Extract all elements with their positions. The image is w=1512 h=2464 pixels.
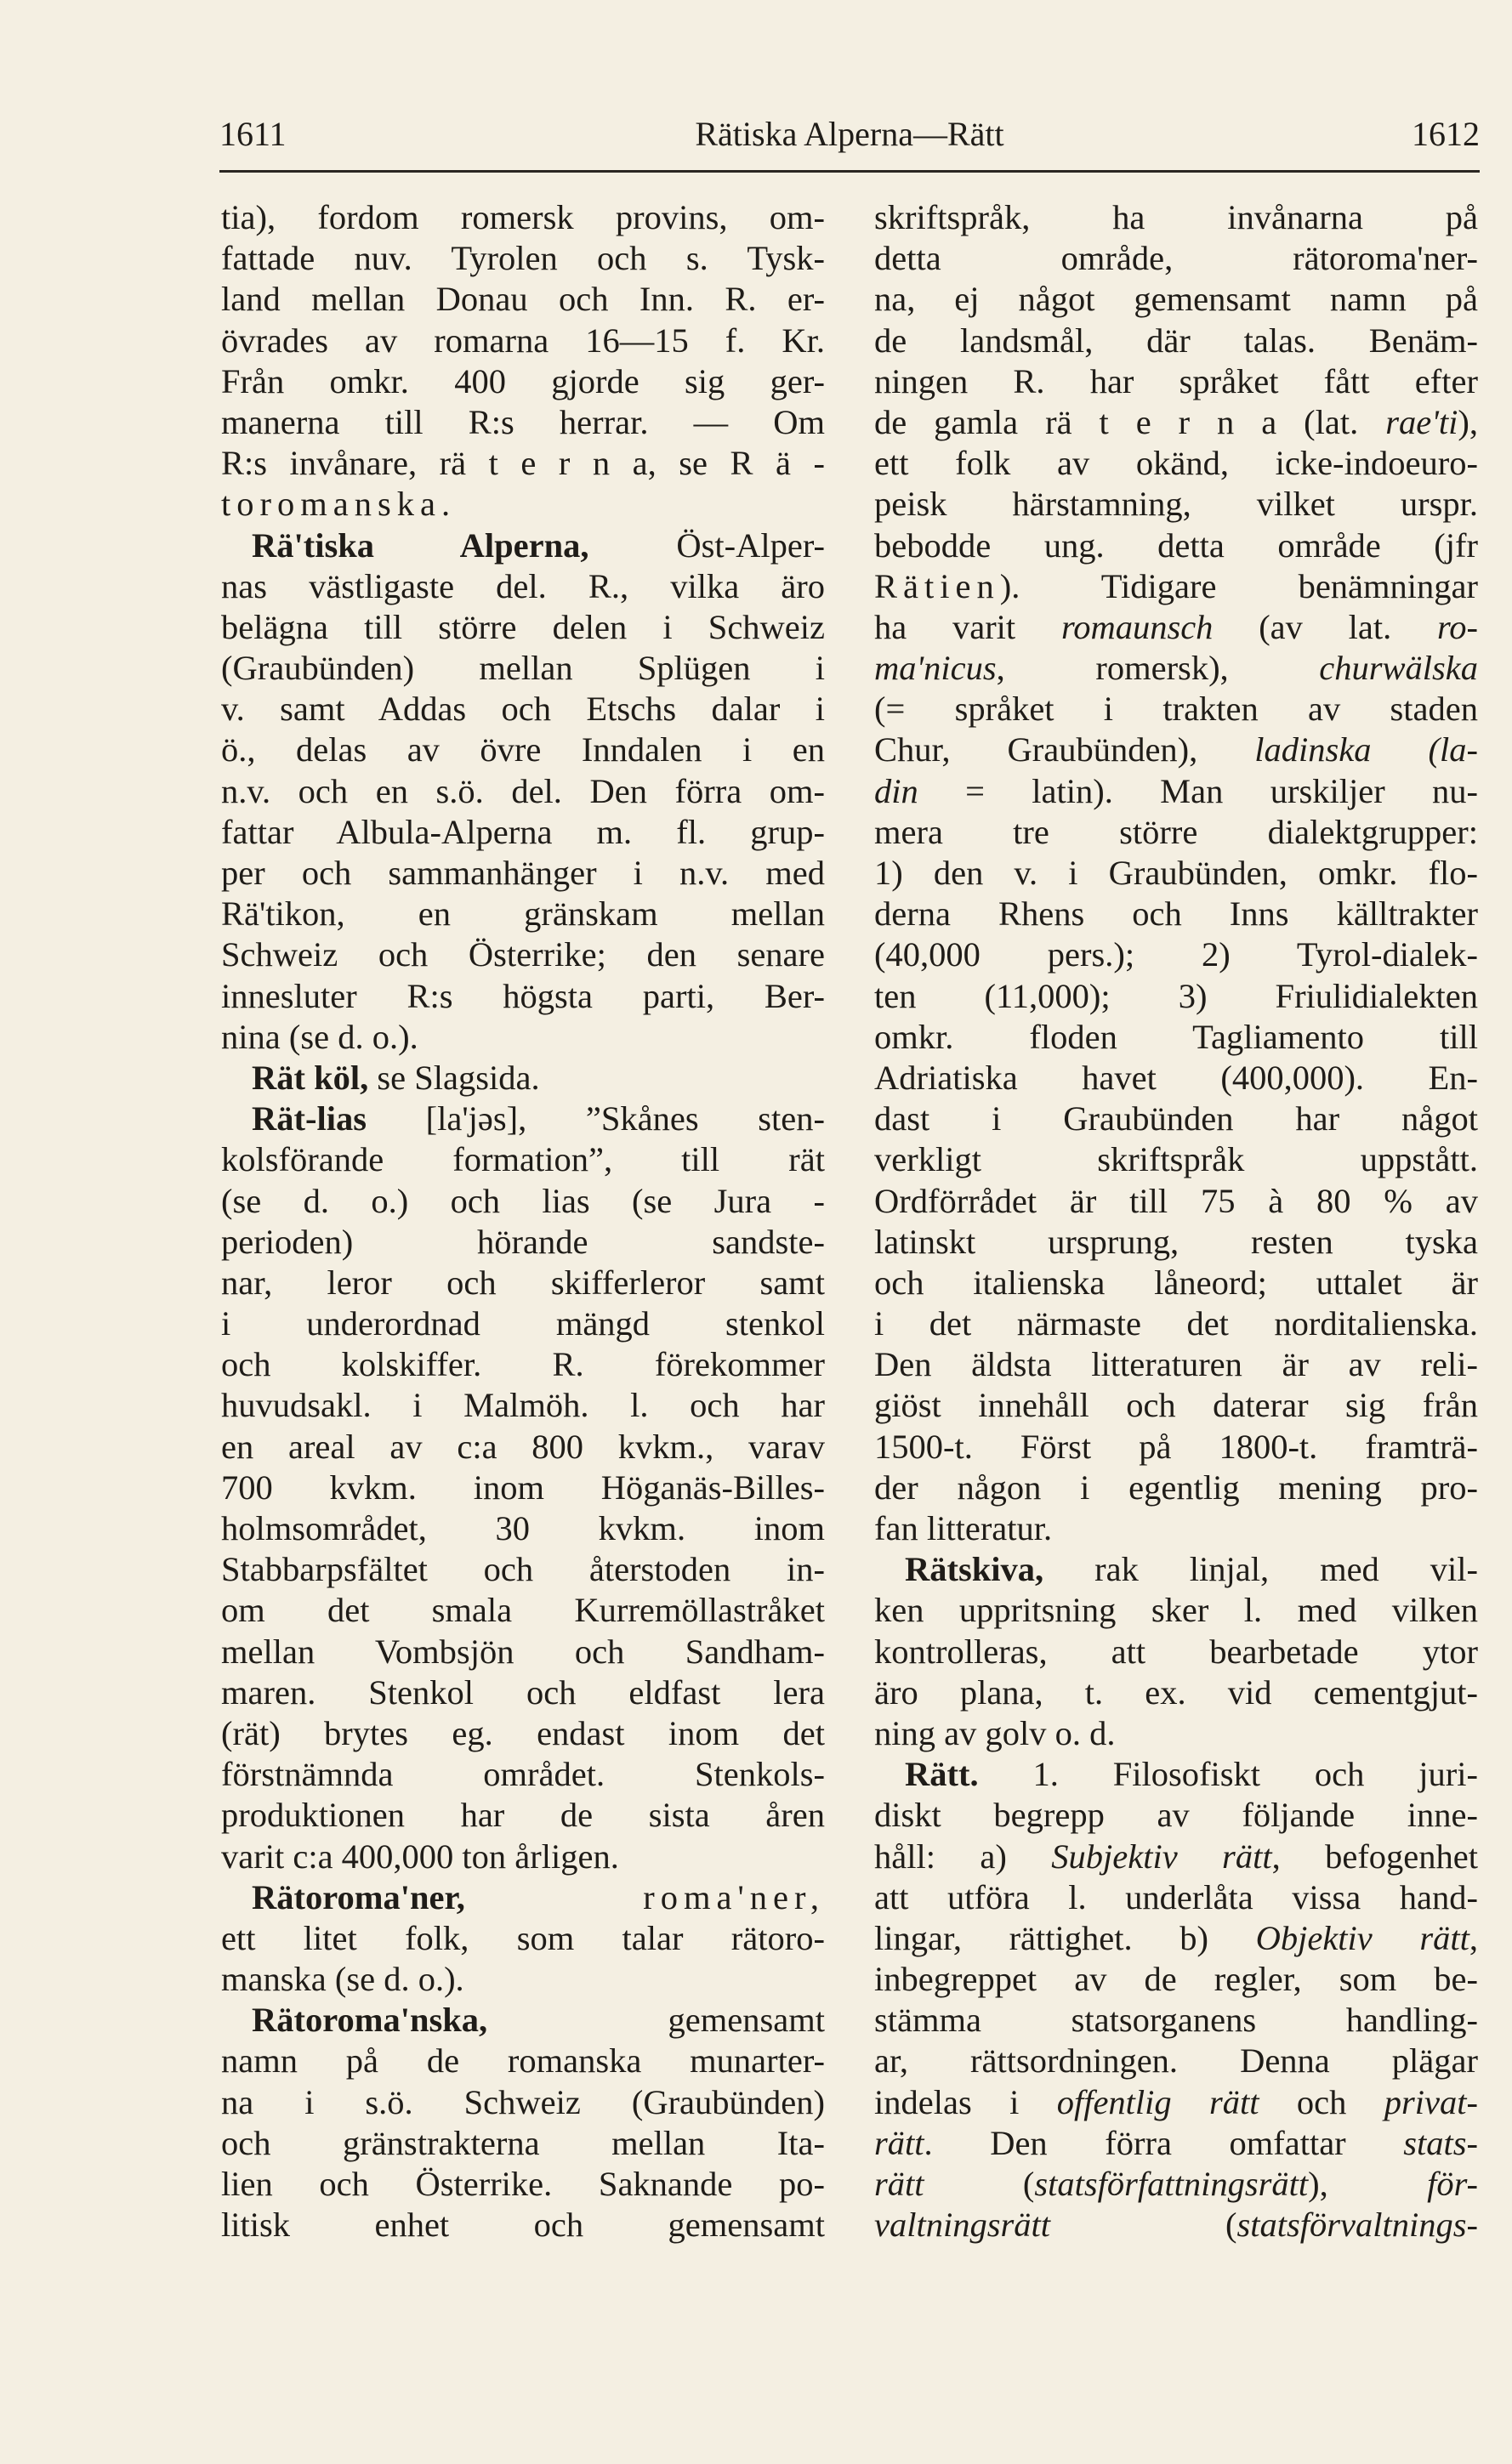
entry-line [221,1099,825,1139]
text-line [874,771,1478,812]
entry-line [221,1877,825,1918]
text-line: 700 kvkm. inom Höganäs-Billes- [221,1468,825,1507]
italic-term: Objektiv rätt [1255,1918,1469,1957]
text-line [874,607,1478,648]
text-segment: lingar, rättighet. b) [874,1918,1208,1957]
headword: Rätt. [905,1755,979,1794]
page-number-left: 1611 [219,115,287,153]
text-line: mera tre större dialektgrupper: [874,812,1478,851]
text-segment: ). Tidigare benämningar [999,566,1478,605]
text-segment: ), [1458,402,1478,441]
text-line: 1) den v. i Graubünden, omkr. flo- [874,854,1478,892]
text-line: ett litet folk, som talar rätoro- [221,1918,825,1957]
italic-term: ma'nicus [874,649,997,688]
text-segment: håll: a) [874,1837,1007,1876]
italic-term: romaunsch [1060,607,1214,646]
text-segment: = latin). Man urskiljer nu- [965,771,1478,810]
text-line [874,730,1478,770]
text-segment: ), [1308,2165,1328,2203]
headword: Rätoroma'ner, [252,1877,465,1916]
text-line: i det närmaste det norditalienska. [874,1304,1478,1343]
italic-term: för- [1427,2165,1479,2203]
text-line: land mellan Donau och Inn. R. er- [221,280,825,319]
text-line: lien och Österrike. Saknande po- [221,2165,825,2203]
page-header [219,109,1480,160]
italic-term: ro- [1437,607,1478,646]
italic-term: (la- [1428,730,1478,769]
text-line: v. samt Addas och Etschs dalar i [221,690,825,729]
text-line: ningen R. har språket fått efter [874,361,1478,400]
italic-term: statsförvaltnings- [1236,2206,1478,2245]
italic-term: rae'ti [1385,402,1458,441]
text-line: mellan Vombsjön och Sandham- [221,1632,825,1671]
text-segment: , [1469,1918,1479,1957]
text-segment: . Den förra omfattar [924,2123,1346,2162]
text-segment: ha varit [874,607,1016,646]
entry-text: se Slagsida. [377,1058,540,1097]
running-title: Rätiska Alperna—Rätt [695,115,1004,153]
text-line: derna Rhens och Inns källtrakter [874,894,1478,934]
text-line: (Graubünden) mellan Splügen i [221,649,825,688]
text-line: giöst innehåll och daterar sig från [874,1386,1478,1425]
text-line: fattade nuv. Tyrolen och s. Tysk- [221,239,825,278]
entry-text: roma'ner, [643,1877,825,1916]
right-column [874,197,1478,2245]
text-line: peisk härstamning, vilket urspr. [874,485,1478,524]
text-line: (40,000 pers.); 2) Tyrol-dialek- [874,935,1478,974]
text-line: kolsförande formation”, till rät [221,1140,825,1179]
text-line [874,1918,1478,1959]
italic-term: statsförfattningsrätt [1034,2165,1309,2203]
text-line [874,2205,1478,2245]
text-line: Från omkr. 400 gjorde sig ger- [221,361,825,400]
text-line: Adriatiska havet (400,000). En- [874,1058,1478,1097]
text-line: (se d. o.) och lias (se Jura - [221,1181,825,1220]
entry-line [221,1058,825,1099]
text-line: na, ej något gemensamt namn på [874,280,1478,319]
text-line: detta område, rätoroma'ner- [874,239,1478,278]
text-segment: , befogenhet [1271,1837,1479,1876]
text-segment: indelas i [874,2082,1020,2121]
text-line: tia), fordom romersk provins, om- [221,198,825,236]
text-segment: ( [1022,2165,1035,2203]
header-rule [219,170,1480,173]
text-line [874,402,1478,443]
text-line [874,2123,1478,2164]
text-line: holmsområdet, 30 kvkm. inom [221,1509,825,1547]
text-segment: ( [1225,2206,1237,2245]
text-line: ten (11,000); 3) Friulidialekten [874,976,1478,1015]
headword: Rätskiva, [905,1550,1044,1589]
headword: Rätoroma'nska, [252,2001,488,2040]
text-line: toromanska. [221,485,457,524]
text-line: kontrolleras, att bearbetade ytor [874,1632,1478,1671]
text-line: produktionen har de sista åren [221,1796,825,1835]
headword: Rät-lias [252,1099,367,1138]
text-line: ett folk av okänd, icke-indoeuro- [874,444,1478,483]
text-line: nar, leror och skifferleror samt [221,1263,825,1302]
text-line: äro plana, t. ex. vid cementgjut- [874,1672,1478,1712]
text-line: manska (se d. o.). [221,1960,464,1999]
text-line: verkligt skriftspråk uppstått. [874,1140,1478,1179]
text-segment: och [1296,2082,1347,2121]
text-line: (= språket i trakten av staden [874,690,1478,729]
text-line: na i s.ö. Schweiz (Graubünden) [221,2082,825,2121]
entry-line [874,1549,1478,1590]
text-line: innesluter R:s högsta parti, Ber- [221,976,825,1015]
text-line: Schweiz och Österrike; den senare [221,935,825,974]
text-line: 1500-t. Först på 1800-t. framträ- [874,1427,1478,1466]
text-line: ken uppritsning sker l. med vilken [874,1591,1478,1630]
text-line: ö., delas av övre Inndalen i en [221,730,825,769]
text-line: belägna till större delen i Schweiz [221,607,825,646]
text-line [874,648,1478,689]
text-line: R:s invånare, rä t e r n a, se R ä - [221,444,825,483]
italic-term: Subjektiv rätt [1051,1837,1272,1876]
italic-term: privat- [1384,2082,1478,2121]
text-line: stämma statsorganens handling- [874,2001,1478,2040]
text-line: fattar Albula-Alperna m. fl. grup- [221,812,825,851]
text-line: Stabbarpsfältet och återstoden in- [221,1550,825,1589]
spaced-term: Rätien [874,566,1000,605]
headword: Rä'tiska Alperna, [252,525,589,565]
text-line: n.v. och en s.ö. del. Den förra om- [221,771,825,810]
left-column [221,197,825,2245]
italic-term: valtningsrätt [874,2206,1051,2245]
text-line: der någon i egentlig mening pro- [874,1468,1478,1507]
text-segment: de gamla rä t e r n a (lat. [874,402,1359,441]
text-line: ning av golv o. d. [874,1713,1116,1752]
text-line: (rät) brytes eg. endast inom det [221,1713,825,1752]
headword: Rät köl, [252,1058,369,1097]
text-line: inbegreppet av de regler, som be- [874,1960,1478,1999]
text-line: att utföra l. underlåta vissa hand- [874,1877,1478,1916]
text-line: varit c:a 400,000 ton årligen. [221,1837,619,1876]
text-line [874,2082,1478,2123]
text-segment: , romersk), [996,649,1229,688]
text-line: och gränstrakterna mellan Ita- [221,2123,825,2162]
italic-term: ladinska [1254,730,1372,769]
text-line: övrades av romarna 16—15 f. Kr. [221,321,825,360]
entry-text: 1. Filosofiskt och juri- [1032,1755,1479,1794]
text-line: huvudsakl. i Malmöh. l. och har [221,1386,825,1425]
entry-text: rak linjal, med vil- [1094,1550,1478,1589]
text-line: manerna till R:s herrar. — Om [221,402,825,441]
text-line: Rä'tikon, en gränskam mellan [221,894,825,934]
text-line: litisk enhet och gemensamt [221,2206,825,2245]
text-line: skriftspråk, ha invånarna på [874,198,1478,236]
text-line: Den äldsta litteraturen är av reli- [874,1345,1478,1384]
text-line: en areal av c:a 800 kvkm., varav [221,1427,825,1466]
italic-term: churwälska [1319,649,1479,688]
entry-text: Öst-Alper- [676,525,825,565]
text-line: nina (se d. o.). [221,1017,418,1056]
text-line: dast i Graubünden har något [874,1099,1478,1138]
entry-line [221,2000,825,2041]
text-line: Ordförrådet är till 75 à 80 % av [874,1181,1478,1220]
entry-text: [la'jəs], ”Skånes sten- [425,1099,825,1138]
text-line: och italienska låneord; uttalet är [874,1263,1478,1302]
text-segment: (av lat. [1259,607,1392,646]
entry-text: gemensamt [668,2001,825,2040]
text-line: nas västligaste del. R., vilka äro [221,566,825,605]
text-line: och kolskiffer. R. förekommer [221,1345,825,1384]
page-number-right: 1612 [1412,115,1480,153]
text-line: i underordnad mängd stenkol [221,1304,825,1343]
text-line [874,2164,1478,2205]
text-line: per och sammanhänger i n.v. med [221,854,825,892]
italic-term: stats- [1403,2123,1478,2162]
text-line: fan litteratur. [874,1509,1053,1547]
text-segment: Chur, Graubünden), [874,730,1198,769]
italic-term: din [874,771,918,810]
text-line: perioden) hörande sandste- [221,1222,825,1261]
italic-term: offentlig rätt [1056,2082,1259,2121]
text-line: bebodde ung. detta område (jfr [874,525,1478,565]
text-line: namn på de romanska munarter- [221,2041,825,2081]
text-line: omkr. floden Tagliamento till [874,1017,1478,1056]
italic-term: rätt [874,2123,924,2162]
text-line [874,1837,1478,1877]
text-line: de landsmål, där talas. Benäm- [874,321,1478,360]
text-line: om det smala Kurremöllastråket [221,1591,825,1630]
entry-line [221,525,825,566]
italic-term: rätt [874,2165,924,2203]
text-line: diskt begrepp av följande inne- [874,1796,1478,1835]
text-line: ar, rättsordningen. Denna plägar [874,2041,1478,2081]
text-line [874,566,1478,607]
text-line: förstnämnda området. Stenkols- [221,1755,825,1794]
text-line: maren. Stenkol och eldfast lera [221,1672,825,1712]
text-line: latinskt ursprung, resten tyska [874,1222,1478,1261]
entry-line [874,1754,1478,1795]
